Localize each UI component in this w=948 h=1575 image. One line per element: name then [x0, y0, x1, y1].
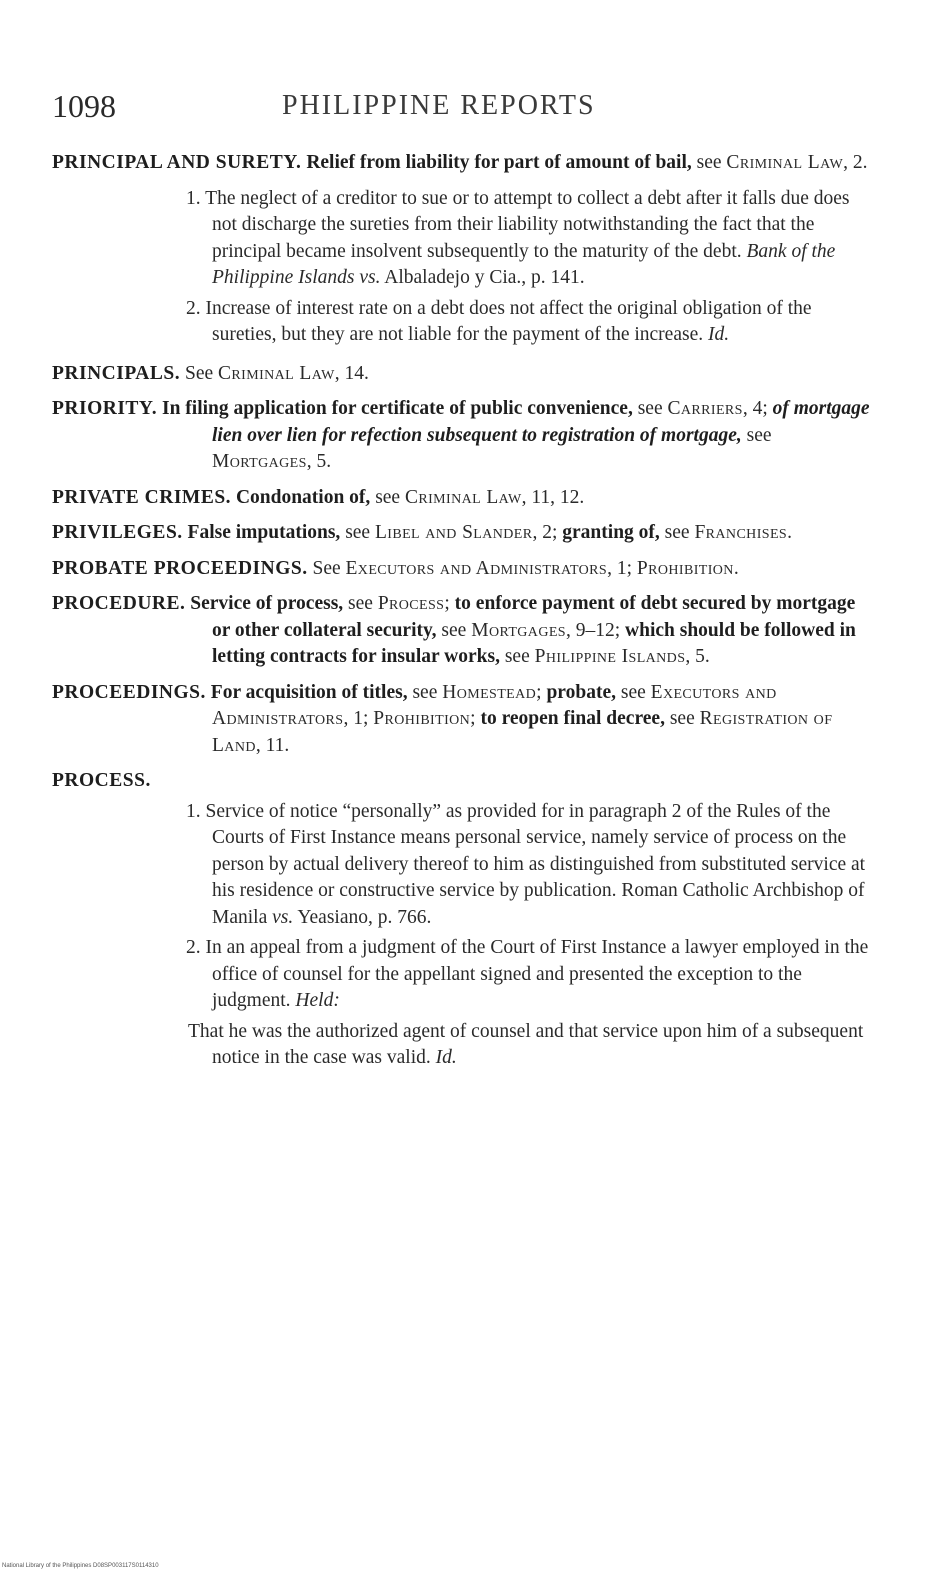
entry-topic: granting of,	[562, 522, 660, 543]
page-header	[52, 88, 652, 138]
cross-reference-number: , 11.	[255, 734, 290, 756]
held-label: Held:	[295, 990, 340, 1011]
paragraph-text: The neglect of a creditor to sue or to attempt to collect a debt after it falls due does not discharge the sureties from their liability notwithstanding the fact that the principal became insolvent subsequently to the maturity of the debt.	[205, 187, 850, 262]
entry-topic: In filing application for certificate of public convenience,	[161, 398, 633, 419]
entry-heading: PRIVATE CRIMES.	[52, 486, 232, 508]
paragraph	[52, 296, 872, 349]
see-text: see	[441, 619, 467, 641]
versus: vs.	[272, 906, 294, 928]
entry-heading: PRIORITY.	[52, 398, 158, 419]
entry-proceedings	[52, 680, 872, 760]
entry-heading: PROCEDURE.	[52, 593, 186, 614]
cross-reference: Criminal Law	[726, 152, 844, 173]
paragraph	[52, 1019, 872, 1072]
case-name: Roman Catholic Archbishop of Manila	[212, 880, 865, 928]
cross-reference: Carriers	[667, 398, 743, 419]
cross-reference-number: .	[787, 522, 792, 543]
cross-reference-number: , 5.	[685, 646, 710, 667]
cross-reference: Libel and Slander	[374, 522, 533, 543]
cross-reference-number: , 1;	[607, 557, 633, 579]
entry-topic: of mortgage lien over lien for refection subsequent to registration of mortgage,	[212, 398, 870, 446]
idem: Id.	[435, 1047, 457, 1068]
cross-reference: Process	[377, 593, 445, 614]
index-body	[52, 150, 872, 1076]
cross-reference: Mortgages	[212, 451, 307, 472]
cross-reference: Mortgages	[471, 619, 566, 641]
entry-topic: Service of process,	[190, 593, 344, 614]
paragraph	[52, 186, 872, 292]
cross-reference-number: , 2;	[532, 522, 558, 543]
paragraph-number: 1.	[186, 187, 201, 209]
cross-reference: Executors and Administrators	[212, 681, 777, 729]
cross-reference-number: , 5.	[306, 451, 332, 472]
entry-procedure	[52, 591, 872, 671]
entry-heading: PRINCIPAL AND SURETY.	[52, 152, 302, 173]
paragraph-text: That he was the authorized agent of counsel and that service upon him of a subsequent notice in the case was valid.	[188, 1020, 864, 1068]
case-citation: Albaladejo y Cia., p. 141.	[384, 267, 585, 288]
cross-reference: Criminal Law	[404, 486, 522, 508]
cross-reference-number: .	[733, 557, 739, 579]
entry-principal-and-surety	[52, 150, 872, 177]
cross-reference-number: , 9–12;	[565, 619, 621, 641]
running-title: PHILIPPINE REPORTS	[282, 90, 596, 121]
entry-priority	[52, 396, 872, 476]
see-text: see	[345, 522, 371, 543]
cross-reference: Franchises	[694, 522, 788, 543]
cross-reference: Registration of Land	[212, 708, 833, 756]
cross-reference: Philippine Islands	[534, 646, 686, 667]
see-text: see	[696, 152, 722, 173]
cross-reference-number: , 4;	[742, 398, 768, 419]
case-citation: Yeasiano, p. 766.	[297, 906, 432, 928]
paragraph-number: 2.	[186, 937, 201, 958]
entry-heading: PRIVILEGES.	[52, 522, 183, 543]
see-text: see	[412, 681, 438, 703]
cross-reference: Homestead	[442, 681, 537, 703]
see-text: See	[312, 557, 341, 579]
see-text: see	[620, 681, 646, 703]
entry-probate-proceedings	[52, 556, 872, 583]
versus: vs.	[359, 267, 381, 288]
paragraph	[52, 935, 872, 1015]
cross-reference-number: ;	[444, 593, 450, 614]
case-name: Bank of the Philippine Islands	[212, 240, 836, 288]
entry-heading: PROBATE PROCEEDINGS.	[52, 557, 308, 579]
see-text: see	[348, 593, 373, 614]
entry-topic: For acquisition of titles,	[210, 681, 408, 703]
paragraph-number: 1.	[186, 800, 201, 822]
cross-reference-number: ;	[470, 708, 476, 729]
paragraph-number: 2.	[186, 297, 201, 319]
cross-reference: Criminal Law	[218, 362, 335, 384]
scan-footer: National Library of the Philippines D08SP003117S0114310	[2, 1563, 159, 1569]
entry-topic: to enforce payment of debt secured by mortgage or other collateral security,	[212, 593, 856, 641]
paragraph-text: Service of notice “personally” as provided for in paragraph 2 of the Rules of the Courts of First Instance means personal service, namely service of process on the person by actual delivery thereof to him as distinguished from substituted service at his residence or constructive service by publication.	[205, 800, 866, 901]
cross-reference: Prohibition	[373, 708, 471, 729]
entry-topic: probate,	[546, 681, 616, 703]
paragraph-text: Increase of interest rate on a debt does not affect the original obligation of the sureties, but they are not liable for the payment of the increase.	[205, 297, 812, 345]
paragraph	[52, 799, 872, 932]
see-text: see	[375, 486, 401, 508]
page-number: 1098	[52, 88, 116, 124]
see-text: See	[184, 362, 214, 384]
entry-topic: Relief from liability for part of amount of bail,	[306, 152, 692, 173]
see-text: see	[669, 708, 695, 729]
see-text: see	[664, 522, 690, 543]
see-text: see	[746, 424, 772, 446]
entry-topic: to reopen final decree,	[480, 708, 665, 729]
paragraph-text: In an appeal from a judgment of the Court of First Instance a lawyer employed in the office of counsel for the appellant signed and presented the exception to the judgment.	[205, 937, 869, 1011]
cross-reference: Prohibition	[636, 557, 734, 579]
idem: Id.	[707, 324, 730, 345]
cross-reference-number: , 11, 12.	[521, 486, 585, 508]
entry-topic: Condonation of,	[235, 486, 371, 508]
entry-topic: which should be followed in letting contracts for insular works,	[212, 619, 856, 667]
entry-heading: PROCEEDINGS.	[52, 681, 206, 703]
cross-reference-number: , 2.	[843, 152, 868, 173]
see-text: see	[504, 646, 530, 667]
entry-heading: PRINCIPALS.	[52, 362, 181, 384]
entry-privileges	[52, 520, 872, 547]
cross-reference: Executors and Administrators	[345, 557, 608, 579]
cross-reference-number: , 14.	[334, 362, 369, 384]
see-text: see	[637, 398, 663, 419]
entry-heading-process: PROCESS.	[52, 770, 151, 791]
cross-reference-number: , 1;	[343, 708, 369, 729]
entry-private-crimes	[52, 485, 872, 512]
entry-principals	[52, 361, 872, 388]
entry-topic: False imputations,	[187, 522, 341, 543]
cross-reference-number: ;	[536, 681, 542, 703]
